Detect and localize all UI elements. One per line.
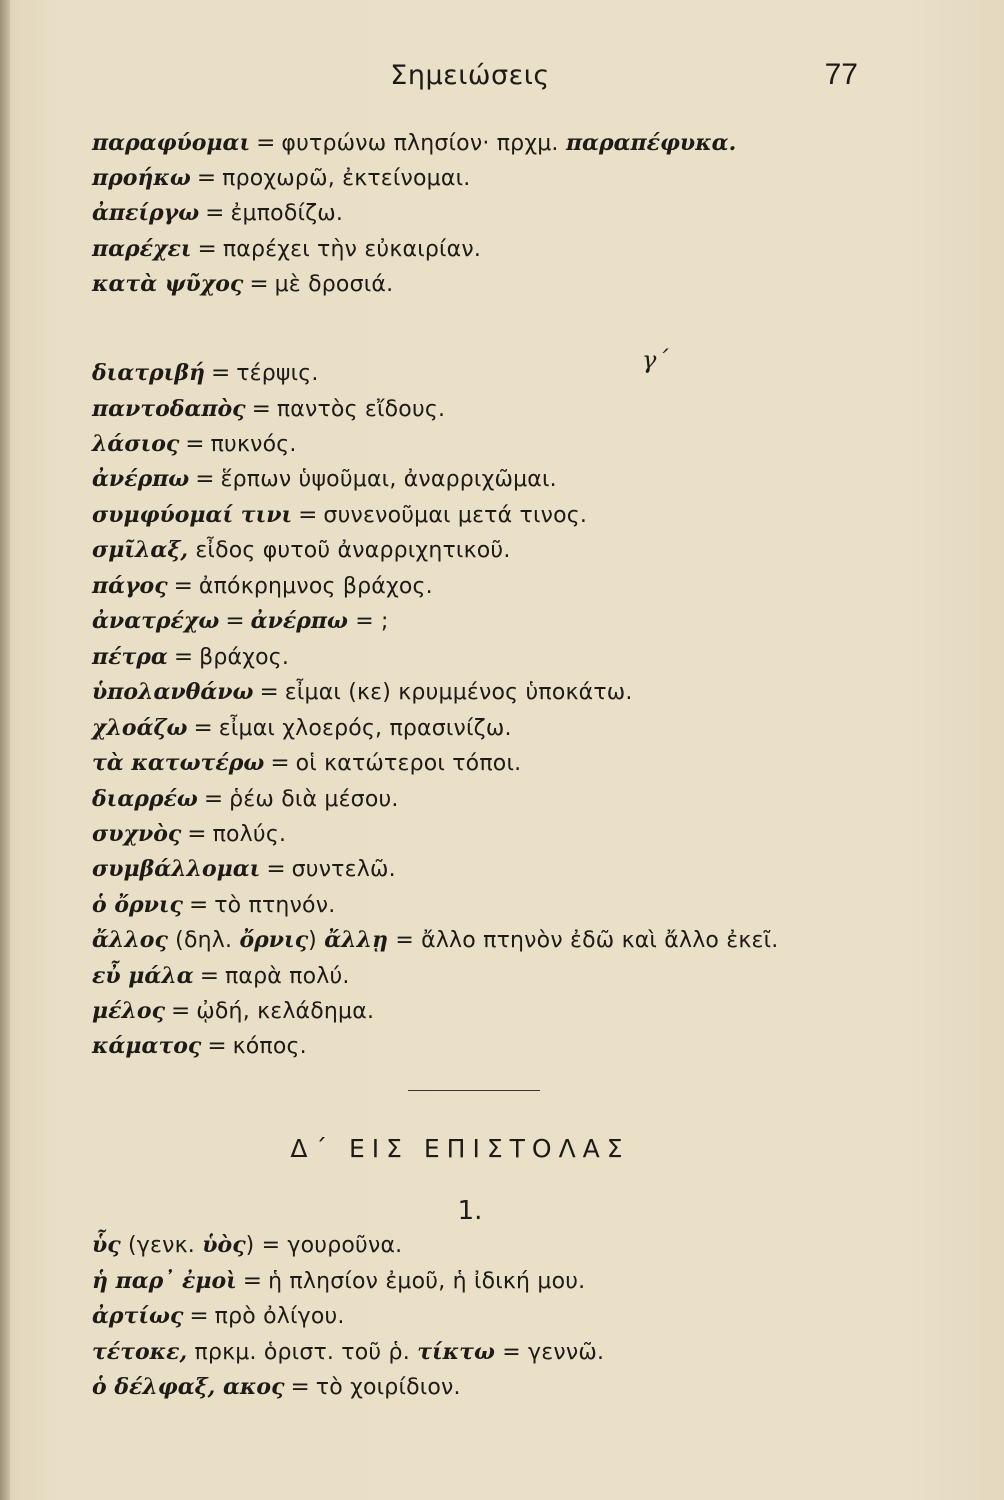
section-heading: Δ΄ ΕΙΣ ΕΠΙΣΤΟΛΑΣ (290, 1134, 630, 1163)
entry-gloss: παρὰ πολύ. (224, 964, 350, 989)
entry-term-secondary: ὑὸς (202, 1232, 246, 1258)
glossary-entry: τὰ κατωτέρω = οἱ κατώτεροι τόποι. (92, 750, 522, 776)
entry-gloss: πρκμ. ὁριστ. τοῦ ῥ. (194, 1340, 410, 1365)
entry-gloss: εἶμαι χλοερός, πρασινίζω. (218, 716, 512, 741)
glossary-entry: ὁ δέλφαξ, ακος = τὸ χοιρίδιον. (92, 1374, 461, 1400)
entry-gloss: τὸ πτηνόν. (214, 893, 336, 918)
glossary-entry: κάματος = κόπος. (92, 1033, 307, 1059)
entry-gloss: εἶμαι (κε) κρυμμένος ὑποκάτω. (284, 680, 633, 705)
entry-term: ἀνατρέχω (92, 608, 220, 634)
entry-term: χλοάζω (92, 715, 188, 741)
entry-term: ἄλλος (92, 927, 168, 953)
entry-gloss: ῥέω διὰ μέσου. (229, 787, 399, 812)
entry-gloss: ἐμποδίζω. (230, 201, 344, 226)
glossary-entry: παρέχει = παρέχει τὴν εὐκαιρίαν. (92, 236, 482, 262)
entry-gloss: ἡ πλησίον ἐμοῦ, ἡ ἰδική μου. (268, 1269, 586, 1294)
entry-term: ὑπολανθάνω (92, 679, 254, 705)
glossary-entry: ὗς (γενκ. ὑὸς) = γουροῦνα. (92, 1232, 403, 1258)
glossary-entry: παντοδαπὸς = παντὸς εἴδους. (92, 396, 446, 422)
entry-term: τὰ κατωτέρω (92, 750, 265, 776)
subsection-number: 1. (457, 1196, 483, 1226)
page-number: 77 (824, 58, 858, 91)
entry-term: ἀρτίως (92, 1303, 184, 1329)
entry-term-secondary: τίκτω (417, 1339, 495, 1365)
glossary-entry: ἄλλος (δηλ. ὄρνις) ἄλλῃ = ἄλλο πτηνὸν ἐδῶ καὶ ἄλλο ἐκεῖ. (92, 927, 779, 953)
entry-term: εὖ μάλα (92, 963, 194, 989)
entry-term: παντοδαπὸς (92, 396, 246, 422)
glossary-entry: μέλος = ᾠδή, κελάδημα. (92, 998, 375, 1024)
entry-gloss: πυκνός. (210, 432, 297, 457)
glossary-entry: εὖ μάλα = παρὰ πολύ. (92, 963, 350, 989)
entry-term: ἡ παρ᾽ ἐμοὶ (92, 1268, 237, 1294)
entry-term: ἀπείργω (92, 200, 200, 226)
glossary-entry: τέτοκε, πρκμ. ὁριστ. τοῦ ῥ. τίκτω = γεννῶ. (92, 1339, 605, 1365)
entry-gloss: = ; (355, 609, 389, 634)
glossary-entry: ἀπείργω = ἐμποδίζω. (92, 200, 344, 226)
entry-term: παρέχει (92, 236, 192, 262)
entry-gloss: εἶδος φυτοῦ ἀναρριχητικοῦ. (195, 538, 511, 563)
entry-term-tertiary: ἄλλῃ (324, 927, 388, 953)
entry-gloss: κόπος. (232, 1034, 307, 1059)
entry-term: ὁ ὄρνις (92, 892, 183, 918)
glossary-entry: ἀνατρέχω = ἀνέρπω = ; (92, 608, 389, 634)
glossary-entry: πάγος = ἀπόκρημνος βράχος. (92, 573, 433, 599)
entry-gloss: πολύς. (212, 822, 287, 847)
entry-gloss: παρέχει τὴν εὐκαιρίαν. (222, 237, 482, 262)
entry-gloss: τὸ χοιρίδιον. (315, 1375, 461, 1400)
entry-gloss: ἀπόκρημνος βράχος. (198, 574, 433, 599)
glossary-entry: προήκω = προχωρῶ, ἐκτείνομαι. (92, 165, 471, 191)
entry-term: πάγος (92, 573, 168, 599)
entry-term: συμφύομαί τινι (92, 502, 293, 528)
entry-term-secondary: ἀνέρπω (250, 608, 348, 634)
glossary-entry: ἀρτίως = πρὸ ὀλίγου. (92, 1303, 345, 1329)
entry-term: τέτοκε, (92, 1339, 188, 1365)
book-spine-shadow (0, 0, 10, 1500)
entry-term: κάματος (92, 1033, 202, 1059)
entry-term: μέλος (92, 998, 165, 1024)
entry-gloss: ἕρπων ὑψοῦμαι, ἀναρριχῶμαι. (220, 467, 557, 492)
entry-gloss: ᾠδή, κελάδημα. (196, 999, 375, 1024)
glossary-entry (92, 533, 511, 567)
running-head: Σημειώσεις (390, 60, 550, 91)
glossary-entry: συμβάλλομαι = συντελῶ. (92, 856, 396, 882)
entry-gloss: πρὸ ὀλίγου. (214, 1304, 345, 1329)
entry-term: κατὰ ψῦχος (92, 271, 244, 297)
entry-gloss: μὲ δροσιά. (274, 272, 394, 297)
entry-term-secondary: ὄρνις (239, 927, 309, 953)
glossary-entry: λάσιος = πυκνός. (92, 431, 297, 457)
entry-gloss: φυτρώνω πλησίον· πρχμ. (281, 131, 559, 156)
entry-gloss: (δηλ. (175, 928, 233, 953)
glossary-entry: χλοάζω = εἶμαι χλοερός, πρασινίζω. (92, 715, 512, 741)
entry-term: ἀνέρπω (92, 466, 190, 492)
glossary-entry: ὁ ὄρνις = τὸ πτηνόν. (92, 892, 336, 918)
glossary-entry: συμφύομαί τινι = συνενοῦμαι μετά τινος. (92, 502, 588, 528)
entry-term: ὗς (92, 1232, 121, 1258)
entry-term: λάσιος (92, 431, 180, 457)
glossary-entry: παραφύομαι = φυτρώνω πλησίον· πρχμ. παραπέφυκα. (92, 130, 737, 156)
entry-term: συχνὸς (92, 821, 182, 847)
glossary-entry: διατριβή = τέρψις. (92, 360, 319, 386)
entry-gloss: συντελῶ. (291, 857, 396, 882)
entry-term: προήκω (92, 165, 191, 191)
section-divider (408, 1090, 540, 1091)
glossary-entry: ὑπολανθάνω = εἶμαι (κε) κρυμμένος ὑποκάτω. (92, 679, 633, 705)
entry-term: συμβάλλομαι (92, 856, 261, 882)
glossary-entry: συχνὸς = πολύς. (92, 821, 287, 847)
entry-term: ὁ δέλφαξ, ακος (92, 1374, 285, 1400)
entry-gloss: προχωρῶ, ἐκτείνομαι. (222, 166, 471, 191)
entry-term: σμῖλαξ, (92, 537, 189, 563)
glossary-entry: ἀνέρπω = ἕρπων ὑψοῦμαι, ἀναρριχῶμαι. (92, 466, 557, 492)
entry-term: πέτρα (92, 644, 168, 670)
entry-gloss: παντὸς εἴδους. (276, 397, 446, 422)
entry-term: παραφύομαι (92, 130, 251, 156)
entry-gloss: τέρψις. (236, 361, 319, 386)
glossary-entry: διαρρέω = ῥέω διὰ μέσου. (92, 786, 399, 812)
glossary-entry: ἡ παρ᾽ ἐμοὶ = ἡ πλησίον ἐμοῦ, ἡ ἰδική μου. (92, 1268, 586, 1294)
entry-term: διαρρέω (92, 786, 198, 812)
entry-gloss: βράχος. (199, 645, 290, 670)
glossary-entry: πέτρα = βράχος. (92, 644, 290, 670)
section-letter: γ΄ (642, 346, 669, 374)
entry-gloss: (γενκ. (127, 1233, 195, 1258)
entry-term-secondary: παραπέφυκα. (565, 130, 737, 156)
entry-gloss: συνενοῦμαι μετά τινος. (323, 503, 588, 528)
entry-gloss: οἱ κατώτεροι τόποι. (295, 751, 522, 776)
glossary-entry: κατὰ ψῦχος = μὲ δροσιά. (92, 271, 394, 297)
entry-term: διατριβή (92, 360, 205, 386)
